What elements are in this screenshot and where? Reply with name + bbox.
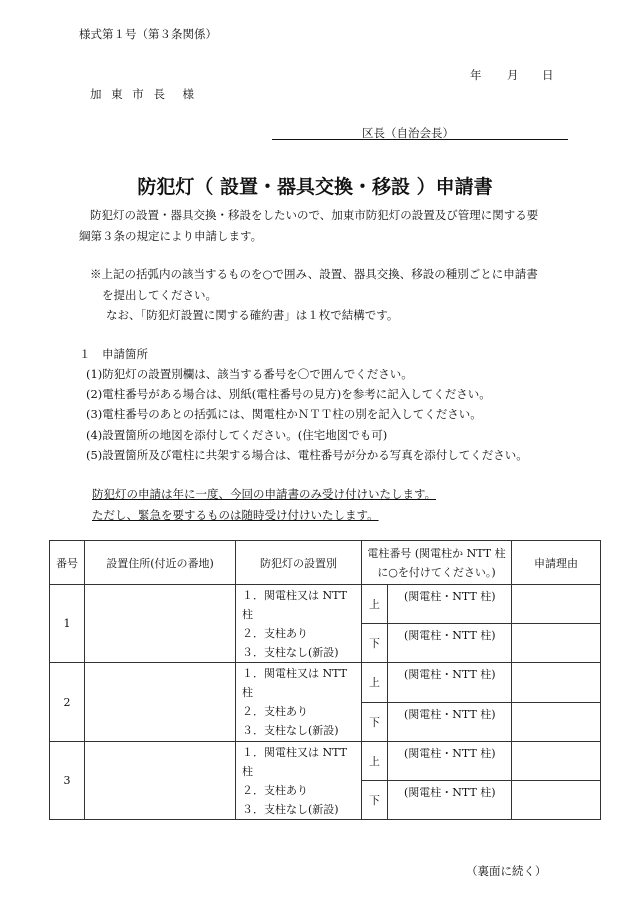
intro-line-2: 綱第３条の規定により申請します。: [79, 229, 263, 243]
notice-line-1: 防犯灯の申請は年に一度、今回の申請書のみ受け付けいたします。: [92, 487, 437, 501]
header-pole-number-line-1: 電柱番号 (関電柱か NTT 柱: [367, 546, 506, 560]
instruction-item: (5)設置箇所及び電柱に共架する場合は、電柱番号が分かる写真を添付してください。: [86, 448, 528, 462]
instruction-item: (4)設置箇所の地図を添付してください。(住宅地図でも可): [86, 428, 388, 442]
install-type-option-3: ３．支柱なし(新設): [242, 802, 339, 816]
install-type-option-3: ３．支柱なし(新設): [242, 646, 339, 660]
note-line-1: ※上記の括弧内の該当するものを○で囲み、設置、器具交換、移設の種別ごとに申請書: [90, 267, 538, 281]
section-title: １ 申請箇所: [79, 347, 148, 361]
install-type-option-2: ２．支柱あり: [242, 705, 308, 719]
date-month-label: 月: [507, 68, 519, 82]
position-upper: 上: [362, 585, 388, 624]
instruction-item: (1)防犯灯の設置別欄は、該当する番号を〇で囲んでください。: [86, 367, 413, 381]
addressee: 加 東 市 長 様: [90, 87, 197, 101]
table-row: [50, 585, 601, 624]
install-type-cell[interactable]: [236, 663, 362, 741]
pole-number-lower[interactable]: (関電柱・NTT 柱): [388, 780, 512, 819]
install-type-option-1: １．関電柱又は NTT 柱: [242, 745, 347, 778]
reason-cell-lower[interactable]: [512, 702, 601, 741]
reason-cell-lower[interactable]: [512, 624, 601, 663]
form-title: 防犯灯（ 設置・器具交換・移設 ）申請書: [137, 176, 493, 198]
address-cell[interactable]: [85, 741, 236, 819]
signer-label: 区長（自治会長）: [362, 126, 454, 140]
reason-cell-upper[interactable]: [512, 741, 601, 780]
pole-number-upper[interactable]: (関電柱・NTT 柱): [388, 741, 512, 780]
note-line-2: を提出してください。: [102, 288, 217, 302]
install-type-option-2: ２．支柱あり: [242, 783, 308, 797]
pole-number-lower[interactable]: (関電柱・NTT 柱): [388, 702, 512, 741]
header-pole-number-line-2: に○を付けてください。): [377, 565, 496, 579]
notice-line-2: ただし、緊急を要するものは随時受け付けいたします。: [92, 508, 379, 522]
install-type-cell[interactable]: [236, 741, 362, 819]
header-address: 設置住所(付近の番地): [85, 541, 236, 585]
address-cell[interactable]: [85, 663, 236, 741]
table-header-row: [50, 541, 601, 585]
date-day-label: 日: [542, 68, 554, 82]
form-number: 様式第１号（第３条関係）: [79, 27, 217, 41]
header-number: 番号: [50, 541, 85, 585]
header-pole-number: [362, 541, 512, 585]
position-lower: 下: [362, 624, 388, 663]
position-upper: 上: [362, 741, 388, 780]
continued-note: （裏面に続く）: [466, 864, 547, 878]
instruction-item: (2)電柱番号がある場合は、別紙(電柱番号の見方)を参考に記入してください。: [86, 387, 491, 401]
header-install-type: 防犯灯の設置別: [236, 541, 362, 585]
position-upper: 上: [362, 663, 388, 702]
position-lower: 下: [362, 780, 388, 819]
header-reason: 申請理由: [512, 541, 601, 585]
install-type-option-1: １．関電柱又は NTT 柱: [242, 589, 347, 622]
pole-number-upper[interactable]: (関電柱・NTT 柱): [388, 663, 512, 702]
date-year-label: 年: [470, 68, 482, 82]
row-number: 3: [50, 741, 85, 819]
pole-number-lower[interactable]: (関電柱・NTT 柱): [388, 624, 512, 663]
install-type-option-3: ３．支柱なし(新設): [242, 724, 339, 738]
application-table: [49, 540, 601, 820]
note-line-3: なお、｢防犯灯設置に関する確約書」は１枚で結構です。: [106, 308, 399, 322]
row-number: 2: [50, 663, 85, 741]
install-type-option-1: １．関電柱又は NTT 柱: [242, 667, 347, 700]
pole-number-upper[interactable]: (関電柱・NTT 柱): [388, 585, 512, 624]
reason-cell-upper[interactable]: [512, 585, 601, 624]
install-type-option-2: ２．支柱あり: [242, 627, 308, 641]
table-row: [50, 741, 601, 780]
intro-line-1: 防犯灯の設置・器具交換・移設をしたいので、加東市防犯灯の設置及び管理に関する要: [90, 208, 539, 222]
position-lower: 下: [362, 702, 388, 741]
install-type-cell[interactable]: [236, 585, 362, 663]
table-row: [50, 663, 601, 702]
instruction-item: (3)電柱番号のあとの括弧には、関電柱かＮＴＴ柱の別を記入してください。: [86, 407, 482, 421]
address-cell[interactable]: [85, 585, 236, 663]
signature-line: [272, 139, 568, 140]
reason-cell-lower[interactable]: [512, 780, 601, 819]
reason-cell-upper[interactable]: [512, 663, 601, 702]
row-number: 1: [50, 585, 85, 663]
